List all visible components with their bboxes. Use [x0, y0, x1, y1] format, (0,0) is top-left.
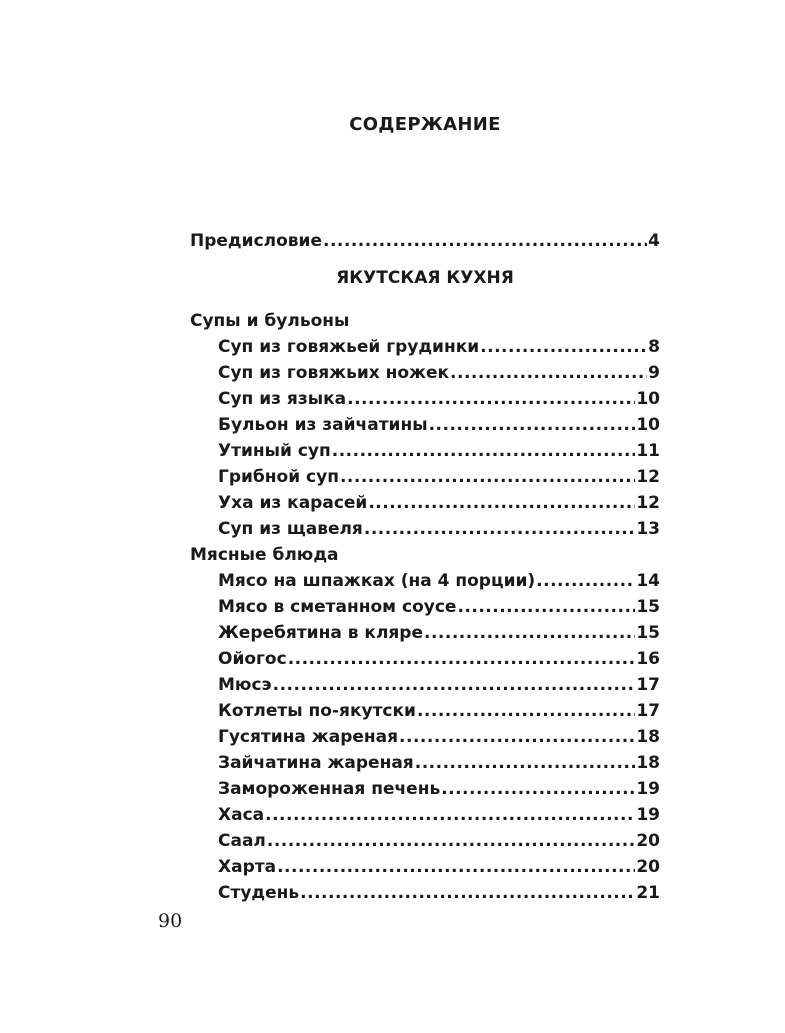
toc-entry-label: Мясо на шпажках (на 4 порции) [218, 571, 536, 591]
page-title: СОДЕРЖАНИЕ [349, 114, 501, 135]
toc-entry-page: 19 [636, 779, 660, 799]
toc-entry-label: Суп из языка [218, 389, 347, 409]
toc-entry-label: Суп из говяжьей грудинки [218, 337, 480, 357]
toc-entry-label: Предисловие [190, 231, 322, 251]
toc-leader-dots [441, 778, 635, 800]
toc-leader-dots [300, 882, 635, 904]
toc-leader-dots [399, 726, 635, 748]
toc-entry [218, 830, 660, 852]
toc-entry-page: 9 [648, 363, 660, 383]
toc-leader-dots [417, 700, 635, 722]
toc-entry-label: Хаса [218, 805, 265, 825]
toc-entry-page: 15 [636, 623, 660, 643]
toc-entry-page: 19 [636, 805, 660, 825]
toc-entry [218, 492, 660, 514]
toc-entry [218, 466, 660, 488]
toc-entry-page: 11 [636, 441, 660, 461]
toc-entry-label: Мясо в сметанном соусе [218, 597, 457, 617]
toc-leader-dots [429, 414, 636, 436]
toc-leader-dots [536, 570, 635, 592]
toc-entry [218, 336, 660, 358]
toc-entry [218, 752, 660, 774]
toc-entry-page: 12 [636, 493, 660, 513]
toc-entry-label: Утиный суп [218, 441, 331, 461]
toc-entry [218, 570, 660, 592]
toc-leader-dots [267, 830, 635, 852]
toc-leader-dots [364, 518, 635, 540]
toc-entry-page: 16 [636, 649, 660, 669]
toc-entry-page: 18 [636, 753, 660, 773]
toc-entry-label: Грибной суп [218, 467, 339, 487]
toc-leader-dots [273, 674, 636, 696]
toc-entry-preface [190, 230, 660, 252]
toc-leader-dots [424, 622, 635, 644]
toc-leader-dots [368, 492, 635, 514]
section-heading-soups: Супы и бульоны [190, 311, 350, 331]
toc-entry [218, 362, 660, 384]
chapter-heading: ЯКУТСКАЯ КУХНЯ [336, 268, 514, 288]
toc-leader-dots [340, 466, 635, 488]
toc-entry-page: 20 [636, 831, 660, 851]
toc-entry [218, 414, 660, 436]
toc-leader-dots [457, 596, 635, 618]
toc-entry [218, 804, 660, 826]
toc-leader-dots [450, 362, 647, 384]
toc-entry-page: 4 [648, 231, 660, 251]
toc-entry-page: 10 [636, 415, 660, 435]
toc-leader-dots [277, 856, 635, 878]
toc-leader-dots [347, 388, 635, 410]
toc-entry-label: Харта [218, 857, 277, 877]
toc-leader-dots [323, 230, 647, 252]
toc-entry-label: Замороженная печень [218, 779, 441, 799]
toc-entry-page: 17 [636, 675, 660, 695]
toc-entry-label: Бульон из зайчатины [218, 415, 428, 435]
toc-entry-page: 15 [636, 597, 660, 617]
toc-entry-page: 10 [636, 389, 660, 409]
toc-entry-label: Суп из говяжьих ножек [218, 363, 450, 383]
toc-leader-dots [415, 752, 636, 774]
toc-entry-page: 17 [636, 701, 660, 721]
toc-entry-label: Гусятина жареная [218, 727, 399, 747]
toc-entry [218, 518, 660, 540]
toc-entry [218, 726, 660, 748]
toc-entry-page: 12 [636, 467, 660, 487]
toc-entry-label: Жеребятина в кляре [218, 623, 424, 643]
toc-entry [218, 882, 660, 904]
toc-entry [218, 778, 660, 800]
toc-entry-label: Ойогос [218, 649, 287, 669]
toc-entry [218, 856, 660, 878]
toc-entry-page: 13 [636, 519, 660, 539]
toc-entry [218, 440, 660, 462]
toc-entry [218, 700, 660, 722]
toc-entry [218, 648, 660, 670]
toc-leader-dots [265, 804, 635, 826]
page-number: 90 [158, 910, 183, 932]
toc-entry-page: 14 [636, 571, 660, 591]
toc-leader-dots [480, 336, 647, 358]
section-heading-meat: Мясные блюда [190, 545, 339, 565]
toc-leader-dots [288, 648, 636, 670]
toc-entry-label: Суп из щавеля [218, 519, 363, 539]
toc-entry-label: Зайчатина жареная [218, 753, 414, 773]
toc-entry-label: Саал [218, 831, 266, 851]
toc-entry [218, 596, 660, 618]
toc-entry [218, 622, 660, 644]
toc-entry-page: 20 [636, 857, 660, 877]
toc-entry [218, 674, 660, 696]
toc-entry-page: 8 [648, 337, 660, 357]
toc-entry-page: 21 [636, 883, 660, 903]
toc-entry-label: Студень [218, 883, 300, 903]
toc-leader-dots [332, 440, 636, 462]
toc-entry-label: Уха из карасей [218, 493, 368, 513]
toc-entry [218, 388, 660, 410]
toc-entry-label: Котлеты по-якутски [218, 701, 416, 721]
toc-entry-label: Мюсэ [218, 675, 272, 695]
toc-entry-page: 18 [636, 727, 660, 747]
